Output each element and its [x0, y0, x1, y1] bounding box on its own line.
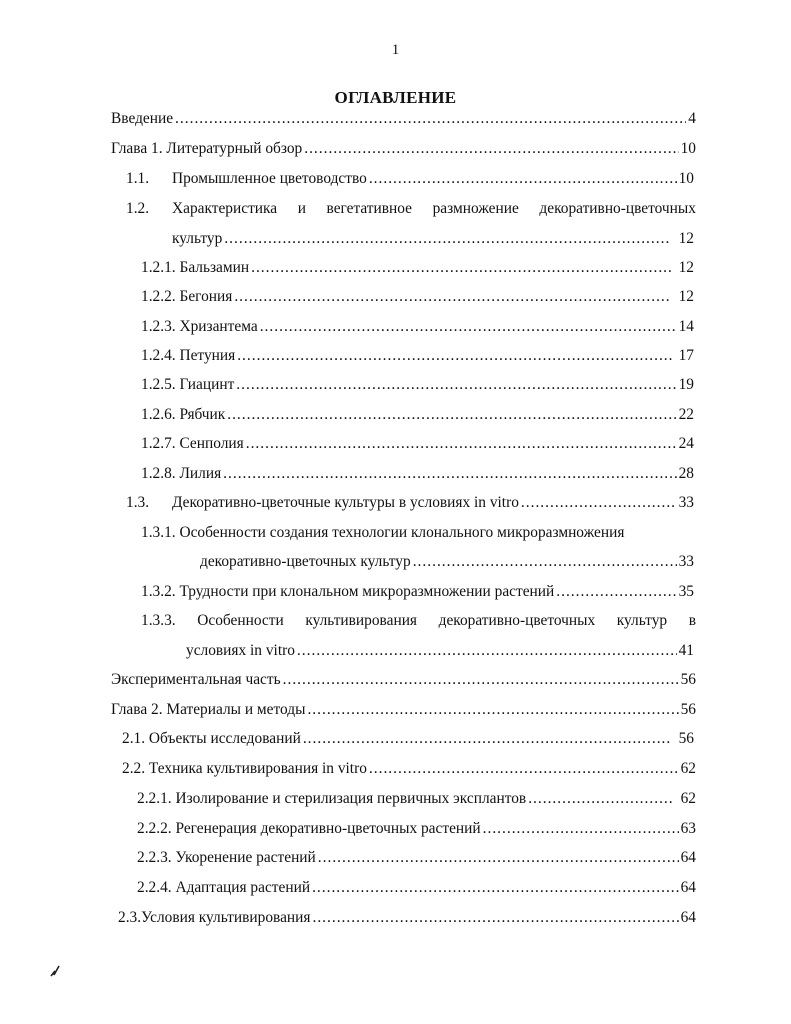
toc-page: 28	[678, 465, 694, 482]
toc-page: 62	[680, 790, 696, 807]
dot-leader	[236, 375, 676, 395]
dot-leader	[175, 109, 686, 129]
page-number: 1	[391, 42, 400, 58]
toc-label: 1.2.2. Бегония	[141, 288, 233, 305]
dot-leader	[369, 169, 677, 189]
toc-page: 35	[678, 583, 694, 600]
toc-entry-1-2-2	[141, 287, 694, 307]
toc-entry-2-2-4	[137, 878, 696, 898]
toc-entry-1-2	[126, 199, 696, 219]
dot-leader	[521, 493, 677, 513]
toc-entry-1-2-4	[141, 346, 694, 366]
toc-page: 64	[680, 849, 696, 866]
toc-label: Экспериментальная часть	[111, 671, 281, 688]
toc-label: 2.2. Техника культивирования in vitro	[122, 760, 367, 777]
toc-entry-1-3-1-continuation	[200, 552, 694, 572]
toc-entry-chapter-1	[111, 139, 696, 159]
scan-mark-icon	[50, 964, 62, 983]
dot-leader	[483, 819, 679, 839]
toc-entry-2-2	[122, 759, 696, 779]
toc-word: в	[688, 612, 696, 629]
toc-number: 1.3.	[126, 494, 150, 511]
toc-label: Глава 1. Литературный обзор	[111, 140, 303, 157]
toc-page: 24	[678, 435, 694, 452]
dot-leader	[413, 552, 677, 572]
toc-entry-1-2-6	[141, 405, 694, 425]
toc-page: 63	[680, 820, 696, 837]
pen-mark-icon	[50, 964, 62, 978]
dot-leader	[369, 759, 679, 779]
toc-label: условиях in vitro	[186, 642, 295, 659]
dot-leader	[304, 139, 678, 159]
toc-label: декоративно-цветочных культур	[200, 553, 411, 570]
toc-label: 2.1. Объекты исследований	[122, 730, 301, 747]
toc-label: 1.2.4. Петуния	[141, 347, 236, 364]
toc-word: размножение	[432, 200, 519, 217]
toc-page: 56	[680, 701, 696, 718]
toc-label: 1.2.7. Сенполия	[141, 435, 244, 452]
toc-label: 1.2.6. Рябчик	[141, 406, 226, 423]
toc-label: 1.2.1. Бальзамин	[141, 259, 250, 276]
dot-leader	[260, 317, 677, 337]
toc-label: 2.2.4. Адаптация растений	[137, 879, 311, 896]
dot-leader	[556, 582, 676, 602]
dot-leader	[237, 346, 672, 366]
dot-leader	[251, 258, 671, 278]
dot-leader	[312, 908, 678, 928]
toc-label	[172, 199, 696, 219]
dot-leader	[227, 405, 676, 425]
toc-number: 1.1.	[126, 170, 150, 187]
toc-entry-1-2-1	[141, 258, 694, 278]
toc-label: Введение	[111, 110, 174, 127]
toc-word: вегетативное	[326, 200, 412, 217]
dot-leader	[312, 878, 679, 898]
toc-word: декоративно-цветочных	[438, 612, 596, 629]
toc-label: культур	[172, 230, 223, 247]
toc-word: декоративно-цветочных	[539, 200, 696, 217]
toc-page: 62	[680, 760, 696, 777]
toc-entry-1-3-2	[141, 582, 694, 602]
toc-page: 19	[678, 376, 694, 393]
toc-label: 2.2.2. Регенерация декоративно-цветочных растений	[137, 820, 481, 837]
toc-entry-experimental	[111, 670, 696, 690]
dot-leader	[283, 670, 679, 690]
toc-entry-chapter-2	[111, 700, 696, 720]
toc-page: 14	[678, 318, 694, 335]
toc-word: 1.3.3.	[141, 612, 176, 629]
toc-label: Промышленное цветоводство	[172, 170, 367, 187]
dot-leader	[223, 464, 676, 484]
toc-label: 2.2.1. Изолирование и стерилизация первичных эксплантов	[137, 790, 527, 807]
toc-page: 10	[678, 170, 694, 187]
toc-page: 12	[678, 230, 694, 247]
toc-page: 64	[680, 879, 696, 896]
toc-page: 56	[680, 671, 696, 688]
toc-label: 2.2.3. Укоренение растений	[137, 849, 316, 866]
toc-entry-1-2-5	[141, 375, 694, 395]
dot-leader	[307, 700, 678, 720]
toc-page: 41	[678, 642, 694, 659]
toc-page: 33	[678, 553, 694, 570]
toc-entry-2-2-1	[137, 789, 696, 809]
toc-word: Характеристика	[172, 200, 278, 217]
toc-page: 17	[678, 347, 694, 364]
toc-page: 22	[678, 406, 694, 423]
toc-entry-1-2-7	[141, 434, 694, 454]
toc-entry-2-1	[122, 729, 694, 749]
toc-page: 12	[678, 288, 694, 305]
page-title: ОГЛАВЛЕНИЕ	[334, 88, 457, 107]
toc-entry-2-2-3	[137, 848, 696, 868]
toc-entry-2-2-2	[137, 819, 696, 839]
toc-entry-1-1	[126, 169, 694, 189]
toc-word: культивирования	[305, 612, 418, 629]
toc-number: 1.2.	[126, 200, 150, 217]
toc-page: 33	[678, 494, 694, 511]
toc-label: Глава 2. Материалы и методы	[111, 701, 306, 718]
toc-page: 64	[680, 909, 696, 926]
toc-word: и	[297, 200, 306, 217]
toc-label: 1.2.5. Гиацинт	[141, 376, 235, 393]
toc-entry-1-2-3	[141, 317, 694, 337]
toc-label: 2.3.Условия культивирования	[118, 909, 311, 926]
toc-entry-intro	[111, 109, 696, 129]
dot-leader	[246, 434, 677, 454]
toc-page: 12	[678, 259, 694, 276]
toc-entry-1-2-continuation	[172, 229, 694, 249]
toc-label: 1.2.3. Хризантема	[141, 318, 258, 335]
toc-entry-2-3	[118, 908, 696, 928]
toc-word: культур	[616, 612, 668, 629]
dot-leader	[528, 789, 672, 809]
toc-entry-1-3-3	[141, 611, 696, 631]
dot-leader	[224, 229, 670, 249]
dot-leader	[234, 287, 670, 307]
toc-label: 1.2.8. Лилия	[141, 465, 222, 482]
toc-entry-1-3	[126, 493, 694, 513]
toc-page: 10	[680, 140, 696, 157]
dot-leader	[303, 729, 671, 749]
toc-label: 1.3.2. Трудности при клональном микроразмножении растений	[141, 583, 555, 600]
toc-entry-1-2-8	[141, 464, 694, 484]
dot-leader	[297, 641, 677, 661]
toc-page: 56	[678, 730, 694, 747]
toc-label: Декоративно-цветочные культуры в условиях in vitro	[172, 494, 519, 511]
toc-label: 1.3.1. Особенности создания технологии клонального микроразмножения	[141, 524, 625, 541]
toc-entry-1-3-3-continuation	[186, 641, 694, 661]
dot-leader	[318, 848, 679, 868]
toc-page: 4	[688, 110, 696, 127]
toc-entry-1-3-1	[141, 523, 696, 543]
toc-word: Особенности	[197, 612, 284, 629]
